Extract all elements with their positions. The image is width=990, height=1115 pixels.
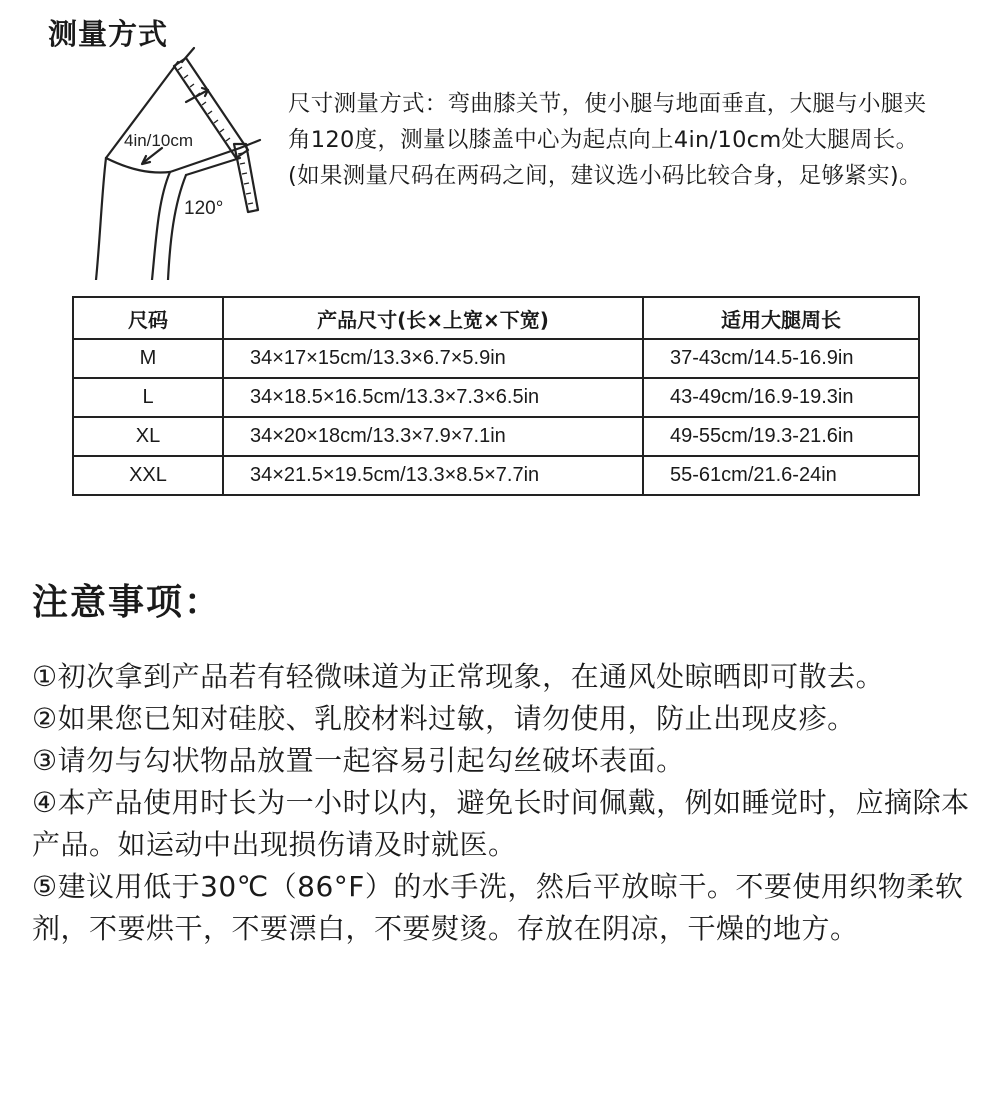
- calf-back-edge: [152, 172, 170, 280]
- measure-title: 测量方式: [48, 17, 169, 51]
- cell-dimensions: 34×20×18cm/13.3×7.9×7.1in: [223, 417, 643, 456]
- size-table: [72, 296, 920, 496]
- arrow-line-lower: [144, 148, 162, 162]
- cell-thigh-fit: 49-55cm/19.3-21.6in: [643, 417, 919, 456]
- shin-inner-edge: [186, 158, 240, 175]
- angle-label: 120°: [184, 198, 224, 219]
- note-item: ①初次拿到产品若有轻微味道为正常现象，在通风处晾晒即可散去。: [32, 660, 885, 693]
- cell-size: XL: [73, 417, 223, 456]
- header-dimensions: 产品尺寸(长×上宽×下宽): [223, 297, 643, 339]
- table-row: [73, 339, 919, 378]
- thigh-back-edge: [96, 158, 106, 280]
- cell-size: L: [73, 378, 223, 417]
- note-item: ⑤建议用低于30℃（86°F）的水手洗，然后平放晾干。不要使用织物柔软剂，不要烘干，不要漂白，不要熨烫。存放在阴凉，干燥的地方。: [32, 870, 964, 945]
- note-item: ④本产品使用时长为一小时以内，避免长时间佩戴，例如睡觉时，应摘除本产品。如运动中出现损伤请及时就医。: [32, 786, 970, 861]
- table-row: [73, 417, 919, 456]
- notes-list: [32, 656, 982, 950]
- calf-front-edge: [168, 175, 186, 280]
- header-thigh-fit: 适用大腿周长: [643, 297, 919, 339]
- cell-thigh-fit: 55-61cm/21.6-24in: [643, 456, 919, 495]
- cell-dimensions: 34×18.5×16.5cm/13.3×7.3×6.5in: [223, 378, 643, 417]
- cell-size: M: [73, 339, 223, 378]
- cell-dimensions: 34×17×15cm/13.3×6.7×5.9in: [223, 339, 643, 378]
- note-item: ②如果您已知对硅胶、乳胶材料过敏，请勿使用，防止出现皮疹。: [32, 702, 856, 735]
- cell-size: XXL: [73, 456, 223, 495]
- table-row: [73, 378, 919, 417]
- table-row: [73, 456, 919, 495]
- length-label: 4in/10cm: [124, 131, 193, 150]
- cell-dimensions: 34×21.5×19.5cm/13.3×8.5×7.7in: [223, 456, 643, 495]
- knee-crease: [106, 158, 170, 172]
- note-item: ③请勿与勾状物品放置一起容易引起勾丝破坏表面。: [32, 744, 685, 777]
- cell-thigh-fit: 37-43cm/14.5-16.9in: [643, 339, 919, 378]
- measure-description: 尺寸测量方式：弯曲膝关节，使小腿与地面垂直，大腿与小腿夹角120度，测量以膝盖中心为起点向上4in/10cm处大腿周长。(如果测量尺码在两码之间，建议选小码比较合身，足够紧实)。: [288, 91, 927, 189]
- table-header-row: [73, 297, 919, 339]
- knee-measurement-diagram: [90, 40, 280, 280]
- notes-title: 注意事项：: [32, 582, 223, 623]
- header-size: 尺码: [73, 297, 223, 339]
- cell-thigh-fit: 43-49cm/16.9-19.3in: [643, 378, 919, 417]
- measuring-tape-vertical: [234, 144, 258, 212]
